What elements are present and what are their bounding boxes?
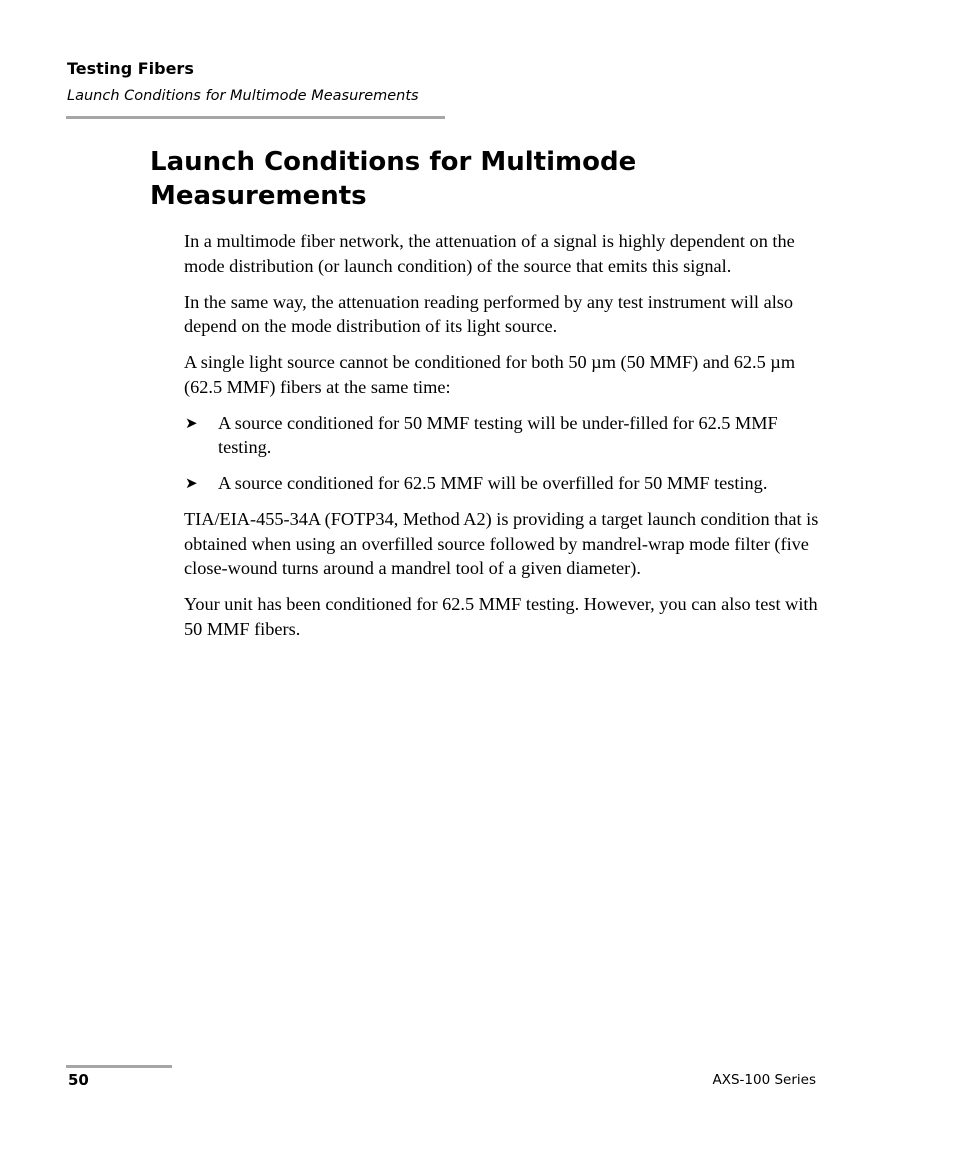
body-content [184,229,834,653]
page-number: 50 [68,1071,89,1089]
header-section-title: Launch Conditions for Multimode Measurements [67,88,419,104]
paragraph-tia-standard: TIA/EIA-455-34A (FOTP34, Method A2) is providing a target launch condition that is obtained when using an overfilled source followed by mandrel-wrap mode filter (five close-wound turns around a mandrel tool of a given diameter). [184,509,819,578]
header-chapter-title: Testing Fibers [67,59,194,78]
paragraph-intro: In a multimode fiber network, the attenuation of a signal is highly dependent on the mode distribution (or launch condition) of the source that emits this signal. [184,231,795,276]
paragraph-unit-conditioning: Your unit has been conditioned for 62.5 MMF testing. However, you can also test with 50 MMF fibers. [184,594,818,639]
paragraph-light-source: A single light source cannot be conditioned for both 50 µm (50 MMF) and 62.5 µm (62.5 MMF) fibers at the same time: [184,352,796,397]
header-divider [66,116,445,119]
paragraph-instrument: In the same way, the attenuation reading performed by any test instrument will also depend on the mode distribution of its light source. [184,291,794,336]
list-item-text: A source conditioned for 62.5 MMF will be overfilled for 50 MMF testing. [218,473,768,493]
arrowhead-bullet-icon: ➤ [185,474,198,492]
list-item-text: A source conditioned for 50 MMF testing will be under-filled for 62.5 MMF testing. [218,412,778,457]
footer-divider [66,1065,172,1068]
list-item [184,471,834,496]
product-name: AXS-100 Series [712,1072,816,1088]
bullet-list [184,411,834,496]
list-item [184,411,834,460]
page-title: Launch Conditions for Multimode Measurements [150,147,637,211]
running-header [67,58,445,106]
arrowhead-bullet-icon: ➤ [185,413,198,432]
